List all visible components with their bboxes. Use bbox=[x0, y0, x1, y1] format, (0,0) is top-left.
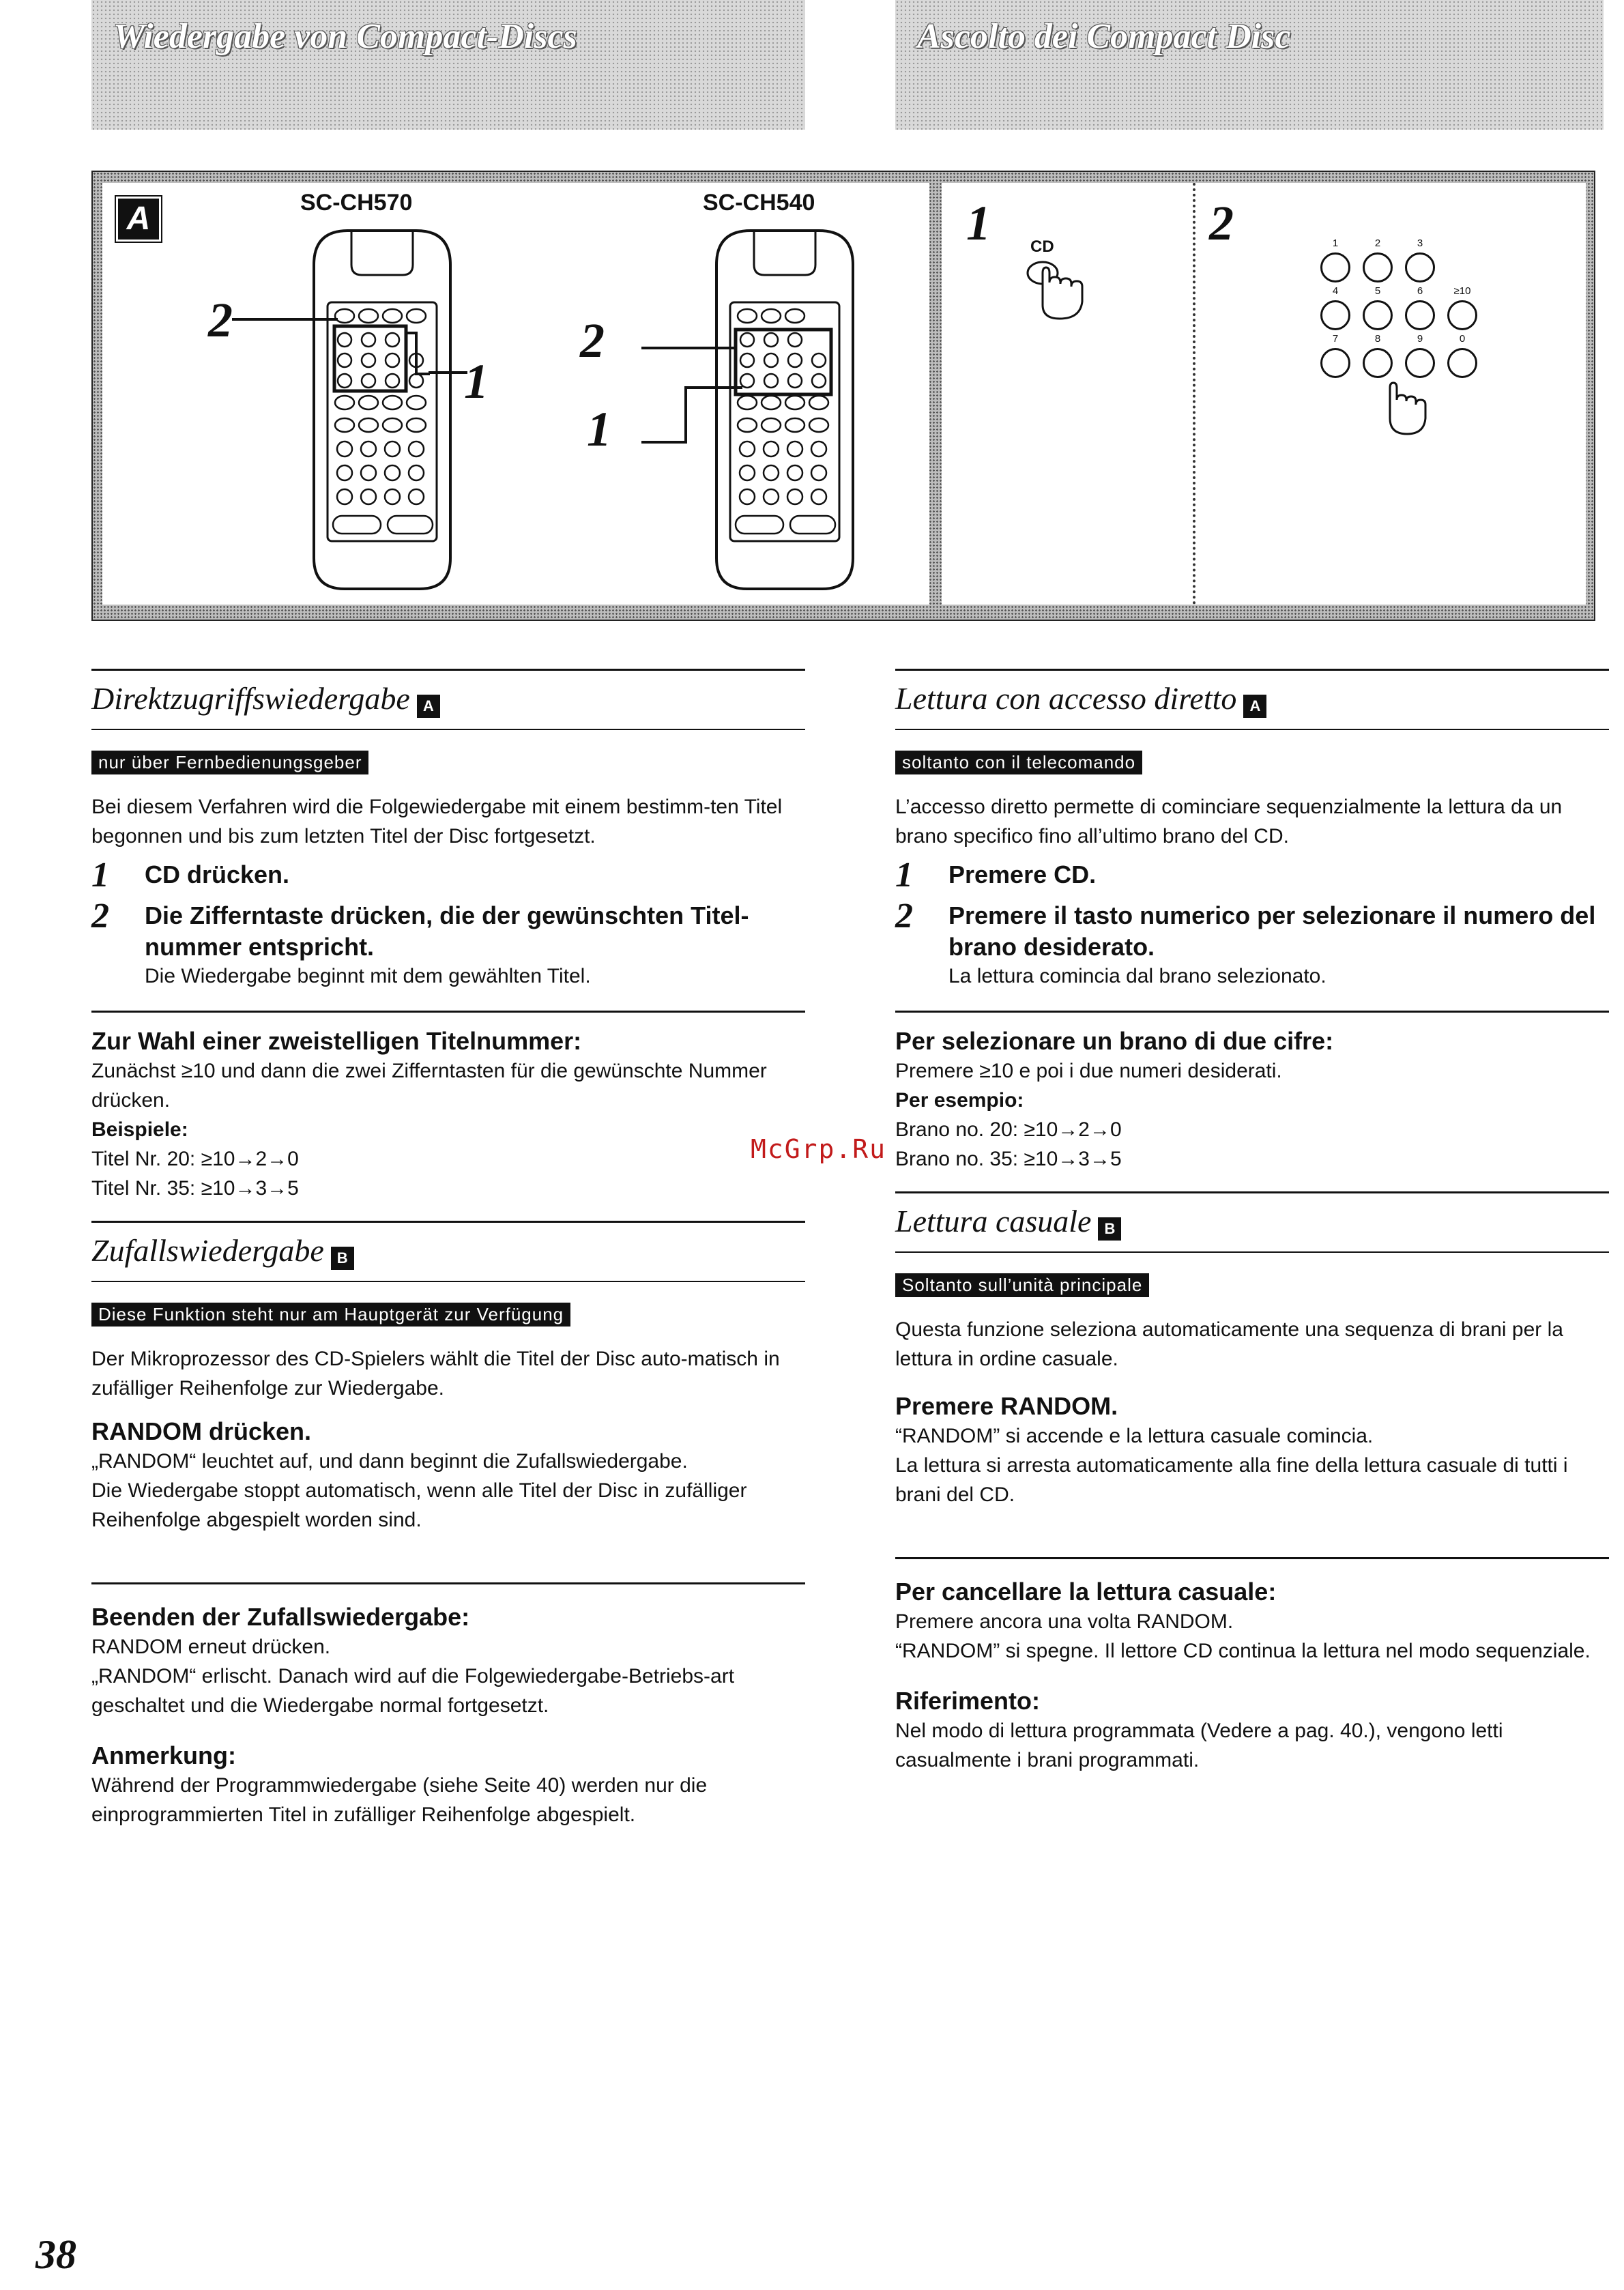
keypad-key-label: 4 bbox=[1332, 285, 1339, 297]
example-1-it: Brano no. 20: ≥10→2→0 bbox=[895, 1118, 1122, 1141]
two-digit-text-de: Zunächst ≥10 und dann die zwei Zifferntasten für die gewünschte Nummer drücken. bbox=[91, 1059, 767, 1112]
page-number: 38 bbox=[35, 2232, 76, 2277]
section-badge-b-de: B bbox=[331, 1247, 354, 1270]
step1-panel bbox=[942, 183, 1193, 605]
example-1-de: Titel Nr. 20: ≥10→2→0 bbox=[91, 1147, 299, 1170]
keypad-key bbox=[1403, 333, 1437, 378]
section-head-direct-it bbox=[895, 669, 1609, 730]
divider bbox=[895, 1011, 1609, 1013]
keypad-key-label: 3 bbox=[1417, 237, 1423, 249]
keypad-key-label: 8 bbox=[1374, 333, 1381, 345]
remote-ch570-callouts bbox=[205, 278, 478, 415]
model-label-ch570: SC-CH570 bbox=[300, 190, 413, 216]
random-text-1-de: „RANDOM“ leuchtet auf, und dann beginnt die Zufallswiedergabe. bbox=[91, 1449, 688, 1473]
section-badge-a-de: A bbox=[417, 695, 440, 718]
keypad-key-button bbox=[1363, 300, 1393, 330]
callout-1-ch570: 1 bbox=[464, 354, 489, 409]
cancel-text-2-it: “RANDOM” si spegne. Il lettore CD continua la lettura nel modo sequenziale. bbox=[895, 1639, 1591, 1662]
keypad-key-label: 6 bbox=[1417, 285, 1423, 297]
keypad-key bbox=[1318, 237, 1352, 282]
note-heading-de: Anmerkung: bbox=[91, 1741, 237, 1769]
random-text-1-it: “RANDOM” si accende e la lettura casuale comincia. bbox=[895, 1424, 1374, 1447]
random-intro-de: Der Mikroprozessor des CD-Spielers wählt die Titel der Disc auto-matisch in zufälliger Reihenfolge zur Wiedergabe. bbox=[91, 1347, 780, 1400]
watermark: McGrp.Ru bbox=[751, 1134, 887, 1164]
step-2-number-de: 2 bbox=[91, 896, 109, 936]
section-badge-b-it: B bbox=[1098, 1217, 1121, 1241]
cd-button-press-icon bbox=[1022, 254, 1097, 329]
page-title-de: Wiedergabe von Compact-Discs bbox=[113, 17, 577, 56]
keypad-key-label: 7 bbox=[1332, 333, 1339, 345]
keypad-key-label: 0 bbox=[1459, 333, 1466, 345]
keypad-key-button bbox=[1405, 300, 1435, 330]
keypad-key bbox=[1445, 285, 1479, 330]
keypad-key bbox=[1318, 285, 1352, 330]
keypad-key bbox=[1361, 333, 1395, 378]
keypad-key-button bbox=[1320, 300, 1350, 330]
cancel-heading-de: Beenden der Zufallswiedergabe: bbox=[91, 1602, 470, 1631]
step-2-note-it: La lettura comincia dal brano selezionato. bbox=[948, 964, 1326, 987]
random-heading-de: RANDOM drücken. bbox=[91, 1417, 312, 1445]
keypad-key-button bbox=[1447, 348, 1477, 378]
cancel-text-1-de: RANDOM erneut drücken. bbox=[91, 1635, 331, 1658]
example-2-it: Brano no. 35: ≥10→3→5 bbox=[895, 1147, 1122, 1170]
keypad-press-hand-icon bbox=[1376, 381, 1431, 442]
callout-1-ch540: 1 bbox=[587, 402, 611, 456]
figure-a bbox=[91, 171, 1595, 621]
note-text-de: Während der Programmwiedergabe (siehe Seite 40) werden nur die einprogrammierten Titel in zufälliger Reihenfolge abgespielt. bbox=[91, 1773, 708, 1826]
example-2-de: Titel Nr. 35: ≥10→3→5 bbox=[91, 1176, 299, 1200]
keypad-key-label: 1 bbox=[1332, 237, 1339, 249]
step-1-text-it: Premere CD. bbox=[948, 860, 1097, 888]
step-2-de bbox=[91, 896, 805, 963]
keypad-key-label: 9 bbox=[1417, 333, 1423, 345]
section-head-random-it bbox=[895, 1191, 1609, 1253]
figure-badge: A bbox=[116, 197, 161, 242]
step-1-number-it: 1 bbox=[895, 855, 913, 895]
keypad-key-button bbox=[1405, 348, 1435, 378]
remote-only-tag-it: soltanto con il telecomando bbox=[895, 751, 1142, 774]
step-2-text-it: Premere il tasto numerico per selezionare il numero del brano desiderato. bbox=[948, 901, 1596, 961]
step-1-number-de: 1 bbox=[91, 855, 109, 895]
cancel-text-2-de: „RANDOM“ erlischt. Danach wird auf die Folgewiedergabe-Betriebs-art geschaltet und die Wiedergabe normal fortgesetzt. bbox=[91, 1664, 735, 1717]
numeric-keypad bbox=[1318, 237, 1496, 388]
keypad-key-button bbox=[1363, 252, 1393, 282]
keypad-key-label: 2 bbox=[1374, 237, 1381, 249]
keypad-key-button bbox=[1447, 300, 1477, 330]
direct-intro-de: Bei diesem Verfahren wird die Folgewiedergabe mit einem bestimm-ten Titel begonnen und bis zum letzten Titel der Disc fortgesetzt. bbox=[91, 795, 783, 847]
step-2-number-it: 2 bbox=[895, 896, 913, 936]
section-badge-a-it: A bbox=[1243, 695, 1266, 718]
keypad-key-button bbox=[1405, 252, 1435, 282]
keypad-key bbox=[1403, 237, 1437, 282]
callout-2-ch540: 2 bbox=[580, 313, 605, 368]
keypad-key-label: ≥10 bbox=[1453, 285, 1471, 297]
direct-intro-it: L’accesso diretto permette di cominciare sequenzialmente la lettura da un brano specifico fino all’ultimo brano del CD. bbox=[895, 795, 1563, 847]
main-unit-only-tag-it: Soltanto sull’unità principale bbox=[895, 1273, 1149, 1297]
keypad-key bbox=[1403, 285, 1437, 330]
examples-heading-it: Per esempio: bbox=[895, 1088, 1024, 1112]
reference-text-it: Nel modo di lettura programmata (Vedere a pag. 40.), vengono letti casualmente i brani programmati. bbox=[895, 1719, 1503, 1771]
cancel-heading-it: Per cancellare la lettura casuale: bbox=[895, 1577, 1277, 1606]
section-title-direct-de: Direktzugriffswiedergabe bbox=[91, 681, 410, 716]
fig-step2-number: 2 bbox=[1209, 196, 1234, 250]
random-text-2-de: Die Wiedergabe stoppt automatisch, wenn alle Titel der Disc in zufälliger Reihenfolge abgespielt worden sind. bbox=[91, 1479, 747, 1531]
random-heading-it: Premere RANDOM. bbox=[895, 1391, 1118, 1420]
section-head-direct-de bbox=[91, 669, 805, 730]
keypad-key bbox=[1361, 285, 1395, 330]
random-intro-it: Questa funzione seleziona automaticamente una sequenza di brani per la lettura in ordine casuale. bbox=[895, 1318, 1563, 1370]
step-1-text-de: CD drücken. bbox=[145, 860, 290, 888]
column-german bbox=[91, 669, 805, 1829]
reference-heading-it: Riferimento: bbox=[895, 1686, 1041, 1715]
keypad-key bbox=[1318, 333, 1352, 378]
divider bbox=[91, 1011, 805, 1013]
divider bbox=[895, 1557, 1609, 1559]
section-title-random-it: Lettura casuale bbox=[895, 1203, 1092, 1238]
callout-2-ch570: 2 bbox=[208, 293, 233, 347]
remote-illustrations bbox=[102, 183, 929, 605]
keypad-key-button bbox=[1320, 252, 1350, 282]
section-head-random-de bbox=[91, 1221, 805, 1282]
divider bbox=[91, 1582, 805, 1584]
two-digit-heading-it: Per selezionare un brano di due cifre: bbox=[895, 1026, 1334, 1055]
remote-only-tag-de: nur über Fernbedienungsgeber bbox=[91, 751, 368, 774]
header-banner-de bbox=[91, 0, 805, 130]
model-label-ch540: SC-CH540 bbox=[703, 190, 815, 216]
section-title-random-de: Zufallswiedergabe bbox=[91, 1232, 324, 1268]
keypad-key-label: 5 bbox=[1374, 285, 1381, 297]
fig-step1-number: 1 bbox=[966, 196, 991, 250]
section-title-direct-it: Lettura con accesso diretto bbox=[895, 681, 1237, 716]
step-2-text-de: Die Zifferntaste drücken, die der gewünschten Titel-nummer entspricht. bbox=[145, 901, 749, 961]
header-banner-it bbox=[895, 0, 1604, 130]
main-unit-only-tag-de: Diese Funktion steht nur am Hauptgerät zur Verfügung bbox=[91, 1303, 570, 1327]
cancel-text-1-it: Premere ancora una volta RANDOM. bbox=[895, 1610, 1234, 1633]
step-2-it bbox=[895, 896, 1609, 963]
two-digit-heading-de: Zur Wahl einer zweistelligen Titelnummer: bbox=[91, 1026, 582, 1055]
step-2-note-de: Die Wiedergabe beginnt mit dem gewählten Titel. bbox=[145, 964, 591, 987]
two-digit-text-it: Premere ≥10 e poi i due numeri desiderati. bbox=[895, 1059, 1282, 1082]
examples-heading-de: Beispiele: bbox=[91, 1118, 188, 1141]
keypad-key-button bbox=[1320, 348, 1350, 378]
keypad-key-button bbox=[1363, 348, 1393, 378]
step-1-de bbox=[91, 855, 805, 895]
keypad-key bbox=[1361, 237, 1395, 282]
random-text-2-it: La lettura si arresta automaticamente alla fine della lettura casuale di tutti i brani del CD. bbox=[895, 1453, 1568, 1506]
remote-ch540-callouts bbox=[621, 306, 771, 469]
page-title-it: Ascolto dei Compact Disc bbox=[917, 17, 1291, 56]
step2-panel bbox=[1193, 183, 1586, 605]
column-italian bbox=[895, 669, 1609, 1775]
keypad-key bbox=[1445, 333, 1479, 378]
step-1-it bbox=[895, 855, 1609, 895]
cd-button-label: CD bbox=[1030, 237, 1054, 256]
